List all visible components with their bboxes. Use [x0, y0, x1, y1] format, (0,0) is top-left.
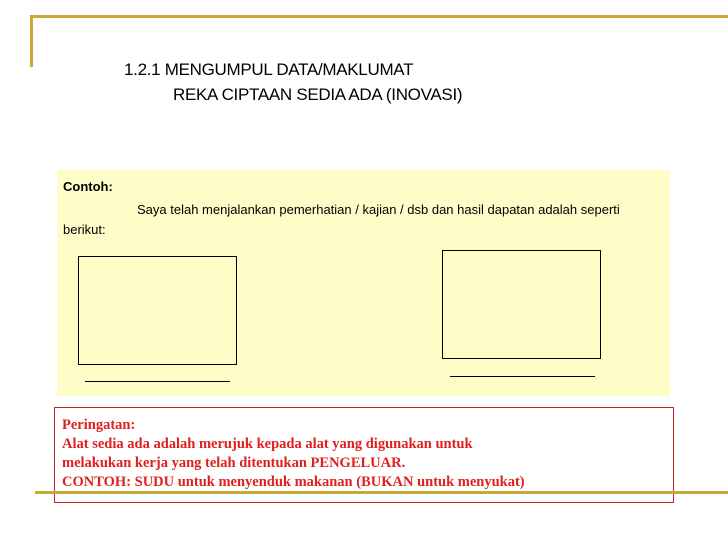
caption-line-right [450, 376, 595, 377]
frame-bottom-line [35, 491, 728, 494]
warning-box [54, 407, 674, 503]
warning-line: Alat sedia ada adalah merujuk kepada alat yang digunakan untuk [62, 436, 473, 452]
warning-line: CONTOH: SUDU untuk menyenduk makanan (BUKAN untuk menyukat) [62, 474, 525, 490]
caption-line-left [85, 381, 230, 382]
example-text: Saya telah menjalankan pemerhatian / kajian / dsb dan hasil dapatan adalah seperti berikut: [63, 202, 620, 237]
image-placeholder-right [442, 250, 601, 359]
frame-top-line [30, 15, 728, 18]
warning-line: melakukan kerja yang telah ditentukan PENGELUAR. [62, 455, 406, 471]
example-box [57, 170, 670, 396]
frame-left-line [30, 15, 33, 67]
title-line-2: REKA CIPTAAN SEDIA ADA (INOVASI) [173, 85, 463, 104]
warning-text [62, 416, 672, 492]
title-line-1: 1.2.1 MENGUMPUL DATA/MAKLUMAT [124, 60, 414, 79]
example-label: Contoh: [63, 179, 113, 194]
warning-heading: Peringatan: [62, 417, 136, 433]
image-placeholder-left [78, 256, 237, 365]
